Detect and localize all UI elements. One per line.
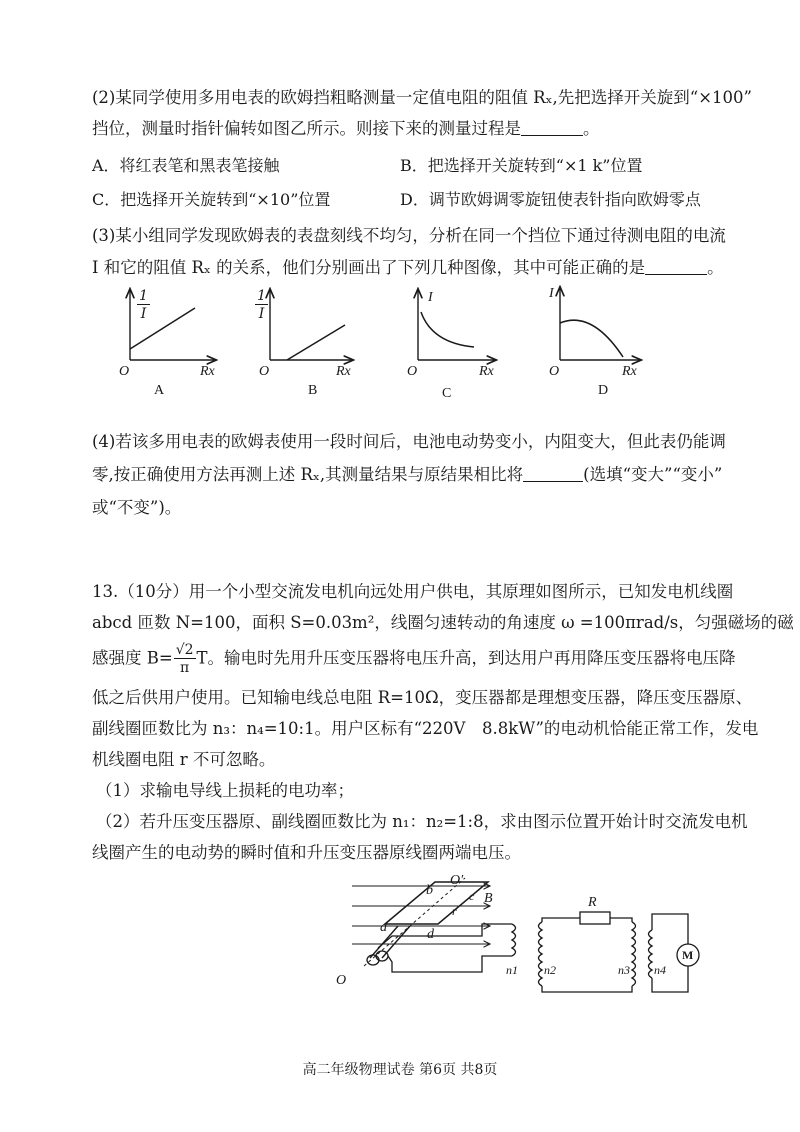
label-n3: n3 xyxy=(618,963,630,977)
q12-part2-line2-text: 挡位，测量时指针偏转如图乙所示。则接下来的测量过程是 xyxy=(92,119,521,138)
transmission-wire-bottom xyxy=(542,986,632,992)
option-a: A．将红表笔和黑表笔接触 xyxy=(92,156,280,175)
transmission-wire-top-right xyxy=(610,918,632,922)
label-resistor-r: R xyxy=(588,895,597,910)
label-n2: n2 xyxy=(544,963,556,977)
graph-a-x-label: Rx xyxy=(200,364,215,379)
answer-blank xyxy=(523,467,583,482)
slip-ring-2 xyxy=(376,951,388,961)
graph-c-curve xyxy=(421,312,474,347)
option-d: D．调节欧姆调零旋钮使表针指向欧姆零点 xyxy=(400,190,701,209)
graph-options xyxy=(0,285,800,405)
answer-blank xyxy=(521,121,583,136)
graph-b xyxy=(270,290,352,360)
q13-line5: 副线圈匝数比为 n₃：n₄=10:1。用户区标有“220V 8.8kW”的电动机恰能正常工作，发电 xyxy=(92,719,759,738)
coil-n4 xyxy=(649,930,653,978)
page-footer: 高二年级物理试卷 第6页 共8页 xyxy=(302,1062,498,1078)
q12-part4-line2 xyxy=(92,467,722,484)
graph-d xyxy=(560,288,640,360)
motor-wire-top xyxy=(652,914,688,944)
graph-b-origin: O xyxy=(259,364,270,379)
graph-c-x-label: Rx xyxy=(479,364,494,379)
q13-line3-post: T。输电时先用升压变压器将电压升高，到达用户再用降压变压器将电压降 xyxy=(196,648,736,668)
q12-part4-line2-text: 零,按正确使用方法再测上述 Rₓ,其测量结果与原结果相比将 xyxy=(92,465,524,484)
b-field-fraction xyxy=(174,643,196,675)
q13-sub2-line2: 线圈产生的电动势的瞬时值和升压变压器原线圈两端电压。 xyxy=(92,843,521,862)
graph-d-x-label: Rx xyxy=(622,364,637,379)
q12-part3-line2 xyxy=(92,260,724,277)
answer-blank xyxy=(645,260,707,275)
generator-circuit-figure xyxy=(330,868,710,998)
label-field-b: B xyxy=(484,891,493,906)
q12-part2-line2-end: 。 xyxy=(583,119,600,138)
graph-d-curve xyxy=(560,320,623,357)
graph-b-x-label: Rx xyxy=(336,364,351,379)
slip-ring-1 xyxy=(367,955,379,965)
coil-n2 xyxy=(539,922,543,986)
coil-n1 xyxy=(512,924,516,956)
label-d: d xyxy=(427,927,434,942)
lead-wire-1 xyxy=(388,956,512,972)
q13-line3 xyxy=(92,643,736,675)
q13-sub2-line1: （2）若升压变压器原、副线圈匝数比为 n₁：n₂=1:8，求由图示位置开始计时交流发电机 xyxy=(96,812,748,831)
transmission-wire-top-left xyxy=(542,918,580,922)
b-field-denominator: π xyxy=(180,660,190,676)
option-c: C．把选择开关旋转到“×10”位置 xyxy=(92,190,331,209)
label-o: O xyxy=(336,973,347,988)
coil-n3 xyxy=(632,922,636,986)
graph-a-label: A xyxy=(154,383,165,398)
q13-line6: 机线圈电阻 r 不可忽略。 xyxy=(92,750,276,769)
q12-part3-line2-text: I 和它的阻值 Rₓ 的关系，他们分别画出了下列几种图像，其中可能正确的是 xyxy=(92,258,646,277)
graph-d-y-label: I xyxy=(549,286,554,301)
label-a: a xyxy=(380,920,387,935)
label-o-prime: O′ xyxy=(450,873,464,888)
q12-part2-line2 xyxy=(92,121,600,138)
graph-b-y-label: $\frac{1}{I}$ xyxy=(257,288,266,322)
circuit-svg xyxy=(330,868,710,998)
q13-line4: 低之后供用户使用。已知输电线总电阻 R=10Ω，变压器都是理想变压器，降压变压器原、 xyxy=(92,688,753,707)
graph-a-origin: O xyxy=(119,364,130,379)
q12-part4-line3: 或“不变”)。 xyxy=(92,498,182,517)
graph-a-y-label: $\frac{1}{I}$ xyxy=(139,288,148,322)
q13-line3-pre: 感强度 B= xyxy=(92,648,173,668)
label-c: c xyxy=(469,889,475,903)
graph-c-origin: O xyxy=(407,364,418,379)
line-resistor xyxy=(580,912,610,924)
q13-sub1: （1）求输电导线上损耗的电功率； xyxy=(96,781,354,800)
option-b: B．把选择开关旋转到“×1 k”位置 xyxy=(400,156,643,175)
q12-part2-line1: (2)某同学使用多用电表的欧姆挡粗略测量一定值电阻的阻值 Rₓ,先把选择开关旋到“×100” xyxy=(92,88,752,107)
graph-b-curve xyxy=(287,325,345,360)
graph-c-label: C xyxy=(442,386,452,401)
label-n4: n4 xyxy=(654,963,666,977)
graph-d-label: D xyxy=(598,383,609,398)
label-b: b xyxy=(426,883,433,898)
graphs-svg xyxy=(0,285,800,405)
q12-part3-line1: (3)某小组同学发现欧姆表的表盘刻线不均匀，分析在同一个挡位下通过待测电阻的电流 xyxy=(92,226,726,245)
motor-label: M xyxy=(682,948,694,962)
graph-d-origin: O xyxy=(549,364,560,379)
q13-line1: 13.（10分）用一个小型交流发电机向远处用户供电，其原理如图所示，已知发电机线圈 xyxy=(92,582,734,601)
label-n1: n1 xyxy=(506,963,518,977)
q13-line2: abcd 匝数 N=100，面积 S=0.03m²，线圈匀速转动的角速度 ω =100πrad/s，匀强磁场的磁 xyxy=(92,613,794,632)
q12-part4-line2-end: (选填“变大”“变小” xyxy=(583,465,723,484)
graph-c-y-label: I xyxy=(428,290,433,305)
b-field-numerator: √2 xyxy=(175,642,194,658)
q12-part4-line1: (4)若该多用电表的欧姆表使用一段时间后，电池电动势变小，内阻变大，但此表仍能调 xyxy=(92,432,726,451)
q12-part3-line2-end: 。 xyxy=(707,258,724,277)
label-r: r xyxy=(452,904,457,918)
graph-b-label: B xyxy=(308,383,318,398)
